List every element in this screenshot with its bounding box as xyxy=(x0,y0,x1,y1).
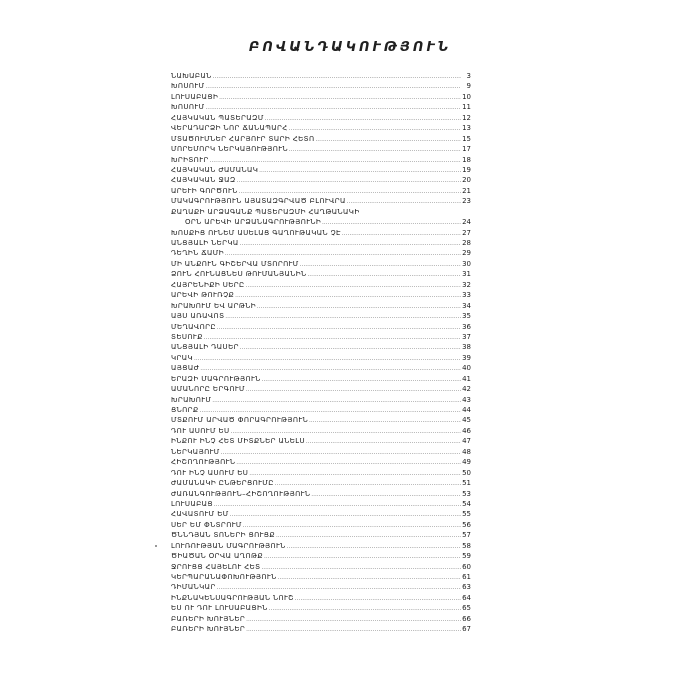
toc-entry-page-number: 36 xyxy=(462,322,471,331)
toc-entry-title: ԼՈՒՍԱԲԱՑ xyxy=(171,499,213,508)
page-title: ԲՈՎԱՆԴԱԿՈՒԹՅՈՒՆ xyxy=(248,40,452,55)
toc-entry-title: ՑՆՈՐՔ xyxy=(171,406,199,414)
toc-entry-page-number: 20 xyxy=(462,176,471,185)
toc-entry-page-number: 41 xyxy=(462,374,471,383)
toc-entry-title: ՕՐՆ ԱՐԵՎԻ ԱՐՁԱՆԱԳՐՈՒԹՅՈՒՆԻ xyxy=(185,218,322,227)
dot-leader xyxy=(213,72,461,82)
toc-entry-title: ԵՍ ՈՒ ԴՈՒ ԼՈՒՍԱԲԱՑԻՆ xyxy=(171,604,268,613)
dot-leader xyxy=(262,375,461,385)
toc-entry xyxy=(171,426,471,436)
toc-entry xyxy=(171,489,471,499)
toc-entry xyxy=(171,290,471,300)
dot-leader xyxy=(214,500,461,510)
toc-entry xyxy=(171,551,471,561)
toc-entry-title: ԽՈՍՔԻՑ ՈՒՆԵՄ ԱՍԵԼԱՑ ԳԱՂՈՒԹԱԿԱՆ ՉԷ xyxy=(171,228,341,237)
dot-leader xyxy=(204,333,461,343)
toc-entry xyxy=(171,144,471,154)
toc-entry-title: ԻՆՔՈՒ ԻՆՉ ՀԵՏ ՄԻՏՔՆԵՐ ԱՆԵԼՍ xyxy=(171,437,305,446)
toc-entry-page-number: 64 xyxy=(462,593,471,602)
dot-leader xyxy=(236,458,461,468)
toc-entry-page-number: 66 xyxy=(462,614,471,623)
toc-entry-title: ԾԻԱԾԱՆ ՕՐՎԱ ԱՂՈԹՔ xyxy=(171,552,264,561)
toc-entry xyxy=(171,280,471,290)
toc-entry-title: ԼՈՒՍԱԲԱՑԻ xyxy=(171,92,219,101)
dot-leader xyxy=(300,260,461,270)
dot-leader xyxy=(206,82,461,92)
toc-entry xyxy=(171,499,471,509)
toc-entry-page-number: 3 xyxy=(466,72,471,80)
toc-entry-page-number: 43 xyxy=(462,395,471,404)
toc-entry xyxy=(171,530,471,540)
toc-entry-page-number: 39 xyxy=(462,353,471,362)
toc-entry-page-number: 27 xyxy=(462,228,471,237)
dot-leader xyxy=(322,218,461,228)
toc-entry-page-number: 56 xyxy=(462,520,471,529)
toc-entry-page-number: 45 xyxy=(462,416,471,425)
dot-leader xyxy=(308,270,461,280)
dot-leader xyxy=(246,625,461,635)
toc-entry-page-number: 47 xyxy=(462,437,471,446)
toc-entry-title: ԵՐԱԶԻ ՄԱԳՐՈՒԹՅՈՒՆ xyxy=(171,374,261,383)
dot-leader xyxy=(276,531,461,541)
dot-leader xyxy=(295,594,461,604)
toc-entry xyxy=(171,207,471,217)
toc-entry xyxy=(171,353,471,363)
toc-entry-page-number: 37 xyxy=(462,332,471,341)
toc-entry-page-number: 40 xyxy=(462,364,471,373)
toc-entry xyxy=(171,81,471,91)
toc-entry-page-number: 11 xyxy=(462,103,471,112)
toc-entry xyxy=(171,332,471,342)
toc-entry xyxy=(171,123,471,133)
toc-entry-page-number: 55 xyxy=(462,510,471,519)
dot-leader xyxy=(230,510,461,520)
toc-entry-page-number: 35 xyxy=(462,312,471,321)
toc-entry-title: ՀԱՅԿԱԿԱՆ ԺԱՄԱՆԱԿ xyxy=(171,165,259,174)
toc-entry-title: ԴՈՒ ԻՆՉ ԱՍՈՒՄ ԵՍ xyxy=(171,468,249,477)
toc-entry-title: ՆԱԽԱԲԱՆ xyxy=(171,72,212,80)
toc-entry xyxy=(171,562,471,572)
toc-entry xyxy=(171,384,471,394)
toc-entry xyxy=(171,572,471,582)
toc-entry-page-number: 10 xyxy=(462,92,471,101)
toc-entry-title: ՏԵՍՈՒՔ xyxy=(171,332,203,341)
toc-entry-page-number: 31 xyxy=(462,270,471,279)
toc-entry-title: ՀԱՅԿԱԿԱՆ ՊԱՏԵՐԱԶՄ xyxy=(171,113,264,122)
toc-entry-title: ՁՈՒՆ ՀՈՒՆԱՑՆԵՍ ԹՈՒՄԱՆՅԱՆԻՆ xyxy=(171,270,307,279)
toc-entry-page-number: 13 xyxy=(462,124,471,133)
dot-leader xyxy=(249,469,461,479)
toc-entry-page-number: 32 xyxy=(462,280,471,289)
toc-entry-page-number: 9 xyxy=(466,82,471,91)
toc-entry xyxy=(171,582,471,592)
toc-entry-title: ԻՆՔՆԱԿԵՆՍԱԳՐՈՒԹՅԱՆ ՆՈՒՇ xyxy=(171,593,294,602)
toc-entry-page-number: 24 xyxy=(462,218,471,227)
toc-entry-title: ԱՐԵՎԻ ԹՈՒՌՉՔ xyxy=(171,291,235,300)
dot-leader xyxy=(221,448,461,458)
dot-leader xyxy=(306,437,461,447)
toc-entry xyxy=(171,415,471,425)
toc-entry-title: ՄԱԿԱԳՐՈՒԹՅՈՒՆ ԱՅԱՏԱԶԳՐՎԱԾ ԲԼՈՒՎՐԱ xyxy=(171,197,346,206)
dot-leader xyxy=(316,135,461,145)
toc-entry-title: ԽՐԱԽՈՒՄ ԵՎ ԱՐԹՆԻ xyxy=(171,301,256,310)
toc-entry xyxy=(171,614,471,624)
dot-leader xyxy=(246,615,461,625)
toc-entry-title: ԺԱՄԱՆԱԿԻ ԸՆԹԵՐՑՈՒՄԸ xyxy=(171,479,274,488)
toc-entry-page-number: 29 xyxy=(462,249,471,258)
toc-entry-page-number: 46 xyxy=(462,426,471,435)
dot-leader xyxy=(240,239,461,249)
dot-leader xyxy=(219,93,461,103)
toc-entry xyxy=(171,603,471,613)
toc-entry-title: ՋՐՈՒՑՑ ՀԱՅԵԼՈՒ ՀԵՏ xyxy=(171,562,261,571)
toc-entry xyxy=(171,520,471,530)
toc-entry-page-number: 54 xyxy=(462,499,471,508)
toc-entry-page-number: 61 xyxy=(462,573,471,581)
toc-entry xyxy=(171,102,471,112)
toc-entry xyxy=(171,217,471,227)
toc-entry-title: ՀԱՎԱՏՈՒՄ ԵՄ xyxy=(171,510,229,519)
dot-leader xyxy=(235,291,461,301)
toc-entry-title: ԲԱՌԵՐԻ ԽՈՒՅՆԵՐ xyxy=(171,614,246,623)
toc-entry-title: ՆԵՐԿԱՅՈՒՄ xyxy=(171,447,220,456)
toc-entry-page-number: 33 xyxy=(462,291,471,300)
dot-leader xyxy=(237,176,461,186)
table-of-contents xyxy=(171,71,471,635)
dot-leader xyxy=(225,312,461,322)
toc-entry-title: ԴԵՂԻՆ ՃԱՄԻ xyxy=(171,249,224,258)
toc-entry-title: ԿՐԱԿ xyxy=(171,353,194,362)
toc-entry xyxy=(171,165,471,175)
toc-entry-title: ԱՄԱՆՈՐԸ ԵՐԳՈՒՄ xyxy=(171,385,245,394)
toc-entry xyxy=(171,228,471,238)
toc-entry-title: ԱՐԵՒԻ ԳՈՐԾՈՒՆ xyxy=(171,186,238,195)
dot-leader xyxy=(257,302,461,312)
toc-entry-page-number: 60 xyxy=(462,562,471,571)
toc-entry-page-number: 21 xyxy=(462,186,471,195)
toc-entry-title: ԱՅՑԱԺ xyxy=(171,364,200,373)
scan-speck xyxy=(155,545,157,547)
toc-entry xyxy=(171,395,471,405)
toc-entry-title: ԼՈՒՌՈՒԹՅԱՆ ՄԱԳՐՈՒԹՅՈՒՆ xyxy=(171,541,286,550)
toc-entry-page-number: 30 xyxy=(462,259,471,268)
toc-entry xyxy=(171,175,471,185)
toc-entry xyxy=(171,248,471,258)
toc-entry-title: ԿԵՐՊԱՐԱՆԱՓՈԽՈՒԹՅՈՒՆ xyxy=(171,573,277,581)
toc-entry xyxy=(171,186,471,196)
toc-entry xyxy=(171,301,471,311)
toc-entry xyxy=(171,405,471,415)
toc-entry xyxy=(171,374,471,384)
toc-entry-title: ՄՈՐԵՄՈՐԿ ՆԵՐԿԱՅՈՒԹՅՈՒՆ xyxy=(171,145,288,154)
toc-entry-page-number: 38 xyxy=(462,343,471,352)
toc-entry-page-number: 49 xyxy=(462,458,471,467)
dot-leader xyxy=(289,145,461,155)
toc-entry-title: ՄՏՔՈՒՄ ԱՐՎԱԾ ՓՈՐԱԳՐՈՒԹՅՈՒՆ xyxy=(171,416,309,425)
toc-entry-title: ԴԻՄԱՆԿԱՐ xyxy=(171,583,216,592)
toc-entry xyxy=(171,624,471,634)
dot-leader xyxy=(240,343,461,353)
toc-entry xyxy=(171,436,471,446)
dot-leader xyxy=(259,166,461,176)
toc-entry-page-number: 44 xyxy=(462,406,471,414)
toc-entry xyxy=(171,468,471,478)
toc-entry xyxy=(171,259,471,269)
toc-entry-title: ՄԵՂԱՎՈՐԸ xyxy=(171,322,216,331)
toc-entry-title: ԱՆՑՅԱԼԻ ՆԵՐԿԱ xyxy=(171,239,239,247)
toc-entry-title: ԽՐԻՏՈՒՐ xyxy=(171,155,209,164)
toc-entry-title: ՀԱՅՐԵՆԻՔԻ ՍԵՐԸ xyxy=(171,280,245,289)
toc-entry xyxy=(171,269,471,279)
toc-entry-page-number: 59 xyxy=(462,552,471,561)
dot-leader xyxy=(309,416,461,426)
toc-entry xyxy=(171,155,471,165)
toc-entry-title: ՍԵՐ ԵՄ ՓՆՏՐՈՒՄ xyxy=(171,520,242,529)
toc-entry xyxy=(171,457,471,467)
toc-entry xyxy=(171,541,471,551)
toc-entry-title: ԺԱՌԱՆԳՈՒԹՅՈՒՆ–ՀԻՇՈՂՈՒԹՅՈՒՆ xyxy=(171,489,311,498)
toc-entry xyxy=(171,509,471,519)
toc-entry xyxy=(171,447,471,457)
dot-leader xyxy=(261,563,461,573)
toc-entry-page-number: 15 xyxy=(462,134,471,143)
toc-entry-page-number: 53 xyxy=(462,489,471,498)
toc-entry-page-number: 34 xyxy=(462,301,471,310)
dot-leader xyxy=(278,573,461,583)
toc-entry xyxy=(171,311,471,321)
dot-leader xyxy=(347,197,461,207)
toc-entry-title: ԴՈՒ ԱՍՈՒՄ ԵՍ xyxy=(171,426,230,435)
toc-entry-page-number: 17 xyxy=(462,145,471,154)
toc-entry xyxy=(171,478,471,488)
toc-entry xyxy=(171,92,471,102)
toc-entry xyxy=(171,71,471,81)
dot-leader xyxy=(342,229,461,239)
toc-entry xyxy=(171,196,471,206)
toc-entry-page-number: 50 xyxy=(462,468,471,477)
toc-entry-page-number: 65 xyxy=(462,604,471,613)
toc-entry xyxy=(171,593,471,603)
dot-leader xyxy=(265,114,461,124)
toc-entry xyxy=(171,322,471,332)
dot-leader xyxy=(212,396,461,406)
toc-entry-title: ՄԻ ԱՆՔՈՒՆ ԳԻՇԵՐՎԱ ՄՏՈՐՈՒՄ xyxy=(171,259,299,268)
toc-entry-page-number: 23 xyxy=(462,197,471,206)
toc-entry-title: ՔԱՂԱՔԻ ԱՐՁԱԳԱՆՔ ՊԱՏԵՐԱԶՄԻ ՀԱՂԹԱՆԱԿԻ xyxy=(171,207,360,216)
toc-entry xyxy=(171,238,471,248)
toc-entry-title: ՎԵՐԱԴԱՐՁԻ ՆՈՐ ՃԱՆԱՊԱՐՀ xyxy=(171,124,288,133)
toc-entry-page-number: 67 xyxy=(462,625,471,634)
dot-leader xyxy=(194,354,461,364)
toc-entry xyxy=(171,363,471,373)
toc-entry-page-number: 57 xyxy=(462,531,471,540)
toc-entry-page-number: 42 xyxy=(462,385,471,394)
toc-entry xyxy=(171,134,471,144)
toc-entry-title: ՀԱՅԿԱԿԱՆ ՋԱԶ xyxy=(171,176,236,185)
dot-leader xyxy=(243,521,461,531)
toc-entry-title: ԽՈՍՈՒՄ xyxy=(171,82,205,91)
toc-entry-page-number: 58 xyxy=(462,541,471,550)
toc-entry-title: ԽՐԱԽՈՒՄ xyxy=(171,395,212,404)
toc-entry-title: ԱՅՍ ԱՌԱՎՈՏ xyxy=(171,312,225,321)
dot-leader xyxy=(311,490,461,500)
dot-leader xyxy=(246,281,461,291)
toc-entry-title: ԲԱՌԵՐԻ ԽՈՒՅՆԵՐ xyxy=(171,625,246,634)
dot-leader xyxy=(217,323,461,333)
toc-entry xyxy=(171,113,471,123)
toc-entry-title: ԽՈՍՈՒՄ xyxy=(171,103,205,112)
toc-entry-page-number: 19 xyxy=(462,165,471,174)
toc-entry-page-number: 51 xyxy=(462,479,471,488)
toc-entry-page-number: 12 xyxy=(462,113,471,122)
toc-entry-page-number: 48 xyxy=(462,447,471,456)
toc-entry-page-number: 28 xyxy=(462,239,471,247)
dot-leader xyxy=(287,542,461,552)
toc-entry-title: ԾՆՆԴՅԱՆ ՏՈՆԵՐԻ ՑՈՒՑՔ xyxy=(171,531,276,540)
toc-entry-title: ՄՏԱԾՈՒՄՆԵՐ ՀԱՐՅՈՒՐ ՏԱՐԻ ՀԵՏՈ xyxy=(171,134,315,143)
toc-entry-page-number: 18 xyxy=(462,155,471,164)
dot-leader xyxy=(264,552,461,562)
toc-entry-page-number: 63 xyxy=(462,583,471,592)
toc-entry xyxy=(171,342,471,352)
dot-leader xyxy=(269,604,461,614)
toc-entry-title: ԱՆՑՅԱԼԻ ԴԱՍԵՐ xyxy=(171,343,239,352)
dot-leader xyxy=(246,385,461,395)
toc-entry-title: ՀԻՇՈՂՈՒԹՅՈՒՆ xyxy=(171,458,236,467)
